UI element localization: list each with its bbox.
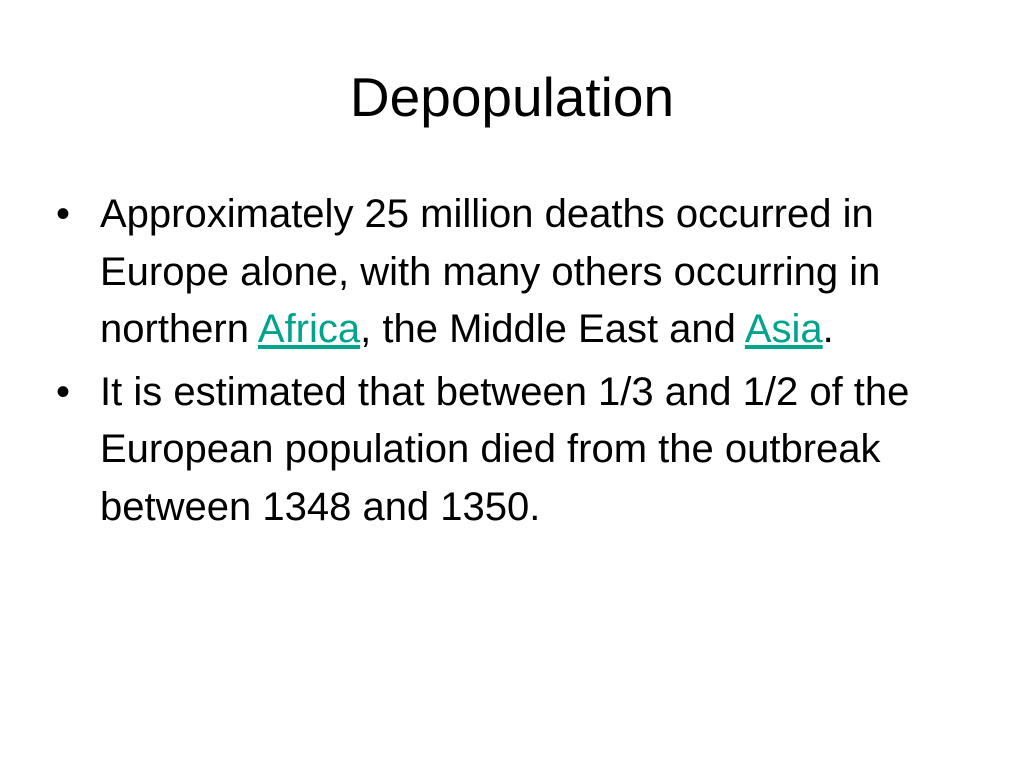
bullet-text: .	[822, 307, 834, 351]
bullet-list	[56, 186, 980, 541]
slide-title: Depopulation	[349, 66, 675, 128]
bullet-text: , the Middle East and	[360, 307, 745, 351]
africa-link[interactable]: Africa	[257, 307, 361, 351]
bullet-item-population	[56, 364, 980, 537]
bullet-icon: •	[56, 192, 71, 236]
bullet-icon: •	[56, 369, 71, 414]
bullet-text: Approximately 25 million deaths occurred in Europe alone, with many others occurring in northern	[100, 192, 881, 351]
bullet-text: It is estimated that between 1/3 and 1/2 of the European population died from the outbreak between 1348 and 1350.	[100, 369, 910, 529]
asia-link[interactable]: Asia	[744, 307, 823, 351]
bullet-item-deaths	[56, 186, 980, 359]
